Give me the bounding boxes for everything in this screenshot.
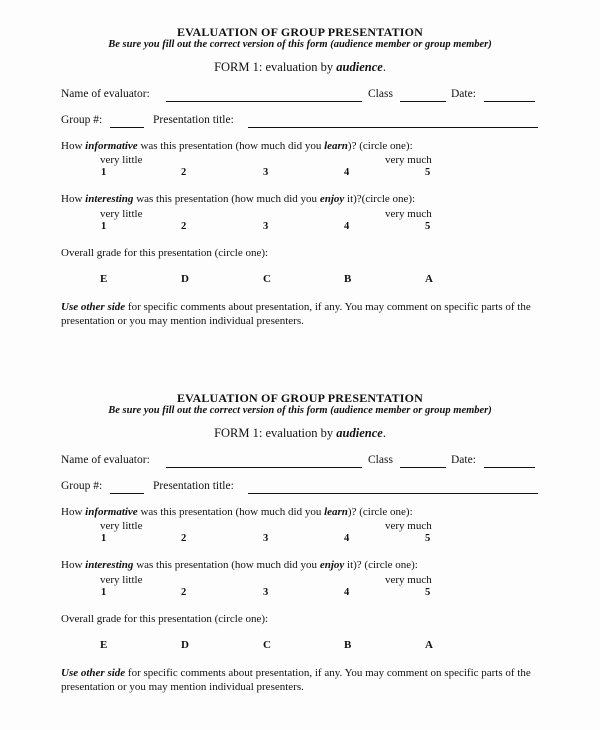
- q1-option-5[interactable]: 5: [425, 167, 431, 178]
- q1-option-5[interactable]: 5: [425, 533, 431, 544]
- overall-grade-label: Overall grade for this presentation (circle one):: [61, 613, 269, 625]
- q2-emphasis: interesting: [85, 559, 134, 571]
- note-text: for specific comments about presentation, if any. You may comment on specific parts of the presentation or you may mention individual presenters.: [61, 667, 531, 693]
- q2-option-4[interactable]: 4: [344, 587, 350, 598]
- class-label: Class: [368, 88, 393, 100]
- form-title: EVALUATION OF GROUP PRESENTATION: [176, 25, 424, 39]
- date-field[interactable]: [484, 467, 535, 468]
- date-label: Date:: [451, 88, 476, 100]
- grade-option-e[interactable]: E: [100, 639, 108, 651]
- q2-option-3[interactable]: 3: [263, 221, 269, 232]
- group-label: Group #:: [61, 114, 103, 126]
- q1-mid: was this presentation (how much did you: [140, 506, 322, 518]
- q2-option-5[interactable]: 5: [425, 221, 431, 232]
- question-interesting: [61, 194, 415, 205]
- comments-note: [61, 666, 541, 694]
- q1-option-2[interactable]: 2: [181, 533, 187, 544]
- q2-mid: was this presentation (how much did you: [136, 559, 318, 571]
- grade-option-b[interactable]: B: [344, 273, 352, 285]
- q1-pre: How: [61, 506, 83, 518]
- presentation-title-field[interactable]: [248, 127, 538, 128]
- q2-emphasis-2: enjoy: [319, 559, 345, 571]
- scale-high-label: very much: [385, 574, 432, 586]
- overall-grade-label: Overall grade for this presentation (circle one):: [61, 247, 269, 259]
- q2-mid: was this presentation (how much did you: [136, 193, 318, 205]
- grade-option-a[interactable]: A: [425, 273, 433, 285]
- q2-option-3[interactable]: 3: [263, 587, 269, 598]
- q2-option-2[interactable]: 2: [181, 221, 187, 232]
- q1-option-1[interactable]: 1: [101, 167, 107, 178]
- note-emphasis: Use other side: [61, 667, 126, 679]
- evaluator-field[interactable]: [166, 467, 362, 468]
- scale-low-label: very little: [100, 208, 143, 220]
- q2-option-1[interactable]: 1: [101, 221, 107, 232]
- grade-option-c[interactable]: C: [263, 273, 271, 285]
- q2-option-1[interactable]: 1: [101, 587, 107, 598]
- grade-option-d[interactable]: D: [181, 639, 189, 651]
- group-field[interactable]: [110, 493, 144, 494]
- q1-emphasis-2: learn: [324, 140, 348, 152]
- grade-option-e[interactable]: E: [100, 273, 108, 285]
- evaluator-field[interactable]: [166, 101, 362, 102]
- scale-low-label: very little: [100, 520, 143, 532]
- form-label: [0, 61, 600, 74]
- q1-post: )? (circle one):: [347, 140, 413, 152]
- presentation-title-field[interactable]: [248, 493, 538, 494]
- q1-option-3[interactable]: 3: [263, 533, 269, 544]
- scale-high-label: very much: [385, 208, 432, 220]
- class-field[interactable]: [400, 101, 446, 102]
- scale-low-label: very little: [100, 574, 143, 586]
- form-label-text: FORM 1: evaluation by: [214, 426, 334, 440]
- comments-note: [61, 300, 541, 328]
- q2-option-5[interactable]: 5: [425, 587, 431, 598]
- question-informative: [61, 141, 413, 152]
- q2-option-2[interactable]: 2: [181, 587, 187, 598]
- form-label-emphasis: audience: [336, 426, 383, 440]
- grade-option-a[interactable]: A: [425, 639, 433, 651]
- q1-emphasis: informative: [85, 506, 138, 518]
- question-interesting: [61, 560, 418, 571]
- q2-pre: How: [61, 193, 83, 205]
- scale-low-label: very little: [100, 154, 143, 166]
- q1-emphasis-2: learn: [324, 506, 348, 518]
- evaluator-label: Name of evaluator:: [61, 88, 150, 100]
- date-field[interactable]: [484, 101, 535, 102]
- note-text: for specific comments about presentation, if any. You may comment on specific parts of the presentation or you may mention individual presenters.: [61, 301, 531, 327]
- form-subtitle: Be sure you fill out the correct version of this form (audience member or group member): [108, 405, 492, 416]
- form-label-text: FORM 1: evaluation by: [214, 60, 334, 74]
- q2-post: it)?(circle one):: [347, 193, 416, 205]
- class-field[interactable]: [400, 467, 446, 468]
- group-label: Group #:: [61, 480, 103, 492]
- presentation-title-label: Presentation title:: [153, 114, 234, 126]
- form-title: EVALUATION OF GROUP PRESENTATION: [176, 391, 424, 405]
- q2-option-4[interactable]: 4: [344, 221, 350, 232]
- q2-post: it)? (circle one):: [347, 559, 418, 571]
- q2-emphasis-2: enjoy: [319, 193, 345, 205]
- presentation-title-label: Presentation title:: [153, 480, 234, 492]
- date-label: Date:: [451, 454, 476, 466]
- grade-option-c[interactable]: C: [263, 639, 271, 651]
- group-field[interactable]: [110, 127, 144, 128]
- q1-post: )? (circle one):: [347, 506, 413, 518]
- q1-option-4[interactable]: 4: [344, 533, 350, 544]
- note-emphasis: Use other side: [61, 301, 126, 313]
- q1-mid: was this presentation (how much did you: [140, 140, 322, 152]
- form-label-emphasis: audience: [336, 60, 383, 74]
- grade-option-d[interactable]: D: [181, 273, 189, 285]
- q1-option-1[interactable]: 1: [101, 533, 107, 544]
- form-label-end: .: [382, 426, 386, 440]
- q1-pre: How: [61, 140, 83, 152]
- q2-emphasis: interesting: [85, 193, 134, 205]
- class-label: Class: [368, 454, 393, 466]
- scale-high-label: very much: [385, 154, 432, 166]
- q1-emphasis: informative: [85, 140, 138, 152]
- form-label-end: .: [382, 60, 386, 74]
- q2-pre: How: [61, 559, 83, 571]
- q1-option-4[interactable]: 4: [344, 167, 350, 178]
- grade-option-b[interactable]: B: [344, 639, 352, 651]
- evaluator-label: Name of evaluator:: [61, 454, 150, 466]
- form-label: [0, 427, 600, 440]
- q1-option-2[interactable]: 2: [181, 167, 187, 178]
- question-informative: [61, 507, 413, 518]
- evaluation-form-2: [0, 366, 600, 696]
- q1-option-3[interactable]: 3: [263, 167, 269, 178]
- evaluation-form-1: [0, 0, 600, 330]
- scale-high-label: very much: [385, 520, 432, 532]
- form-subtitle: Be sure you fill out the correct version of this form (audience member or group member): [108, 39, 492, 50]
